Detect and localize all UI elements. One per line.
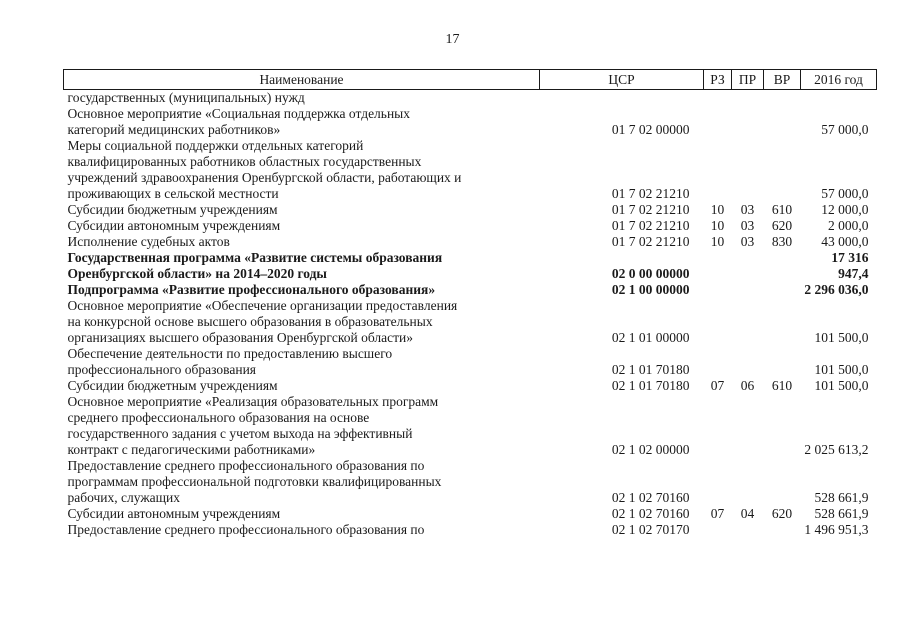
header-rz: РЗ <box>704 70 732 90</box>
row-vr <box>764 346 801 378</box>
row-amount: 2 025 613,2 <box>804 442 869 457</box>
table-row <box>64 346 877 378</box>
row-csr: 02 1 02 70160 <box>611 490 690 505</box>
row-csr <box>540 90 704 107</box>
row-rz: 07 <box>710 378 725 393</box>
row-vr: 620 <box>771 218 793 233</box>
row-pr <box>732 282 764 298</box>
row-csr: 01 7 02 21210 <box>611 234 690 249</box>
row-vr <box>764 90 801 107</box>
row-name: Субсидии автономным учреждениям <box>67 506 281 521</box>
row-amount: 12 000,0 <box>821 202 869 217</box>
row-vr <box>764 394 801 458</box>
row-amount: 528 661,9 <box>814 506 869 521</box>
header-csr: ЦСР <box>540 70 704 90</box>
table-row <box>64 234 877 250</box>
row-rz <box>704 138 732 202</box>
table-row <box>64 522 877 538</box>
table-row <box>64 458 877 506</box>
row-name: Исполнение судебных актов <box>67 234 230 249</box>
table-row <box>64 506 877 522</box>
row-amount: 57 000,0 <box>821 186 869 201</box>
table-header-row <box>64 70 877 90</box>
table-row <box>64 298 877 346</box>
header-pr: ПР <box>732 70 764 90</box>
row-rz: 07 <box>710 506 725 521</box>
row-rz <box>704 106 732 138</box>
row-amount: 101 500,0 <box>814 378 869 393</box>
row-name: Субсидии бюджетным учреждениям <box>67 202 278 217</box>
header-vr: ВР <box>764 70 801 90</box>
row-csr: 02 1 01 70180 <box>611 378 690 393</box>
row-amount: 528 661,9 <box>814 490 869 505</box>
table-row <box>64 394 877 458</box>
row-rz <box>704 250 732 282</box>
row-pr <box>732 106 764 138</box>
page-number: 17 <box>445 32 460 47</box>
row-rz: 10 <box>710 234 725 249</box>
table-row <box>64 90 877 107</box>
row-name: Основное мероприятие «Реализация образовательных программ среднего профессионального образования на основе государственного задания с учетом выхода на эффективный контракт с педагогическими работниками» <box>67 394 439 457</box>
row-name: государственных (муниципальных) нужд <box>67 90 305 105</box>
row-rz <box>704 298 732 346</box>
table-row <box>64 138 877 202</box>
row-name: Предоставление среднего профессионального образования по программам профессиональной подготовки квалифицированных рабочих, служащих <box>67 458 442 505</box>
row-pr <box>732 458 764 506</box>
row-vr <box>764 250 801 282</box>
header-name: Наименование <box>64 70 540 90</box>
row-rz: 10 <box>710 202 725 217</box>
row-csr: 02 1 02 00000 <box>611 442 690 457</box>
row-name: Предоставление среднего профессионального образования по <box>67 522 425 537</box>
row-rz <box>704 90 732 107</box>
row-amount: 101 500,0 <box>814 330 869 345</box>
row-amount: 43 000,0 <box>821 234 869 249</box>
row-csr: 01 7 02 21210 <box>611 218 690 233</box>
row-pr: 03 <box>740 234 755 249</box>
row-amount: 101 500,0 <box>814 362 869 377</box>
row-rz <box>704 394 732 458</box>
row-vr <box>764 298 801 346</box>
table-row <box>64 282 877 298</box>
row-rz <box>704 346 732 378</box>
row-amount: 1 496 951,3 <box>804 522 869 537</box>
row-pr <box>732 394 764 458</box>
row-csr: 01 7 02 00000 <box>611 122 690 137</box>
row-csr: 01 7 02 21210 <box>611 202 690 217</box>
row-pr: 04 <box>740 506 755 521</box>
row-amount: 2 296 036,0 <box>804 282 869 297</box>
row-name: Подпрограмма «Развитие профессионального образования» <box>67 282 436 297</box>
row-pr: 03 <box>740 202 755 217</box>
row-csr: 02 1 00 00000 <box>611 282 690 297</box>
row-pr <box>732 346 764 378</box>
row-csr: 02 1 02 70160 <box>611 506 690 521</box>
row-name: Меры социальной поддержки отдельных категорий квалифицированных работников областных государственных учреждений здравоохранения Оренбургской области, работающих и проживающих в сельской местности <box>67 138 462 201</box>
row-csr: 01 7 02 21210 <box>611 186 690 201</box>
row-csr: 02 0 00 00000 <box>611 266 690 281</box>
budget-table <box>63 69 877 538</box>
row-pr <box>732 522 764 538</box>
row-rz: 10 <box>710 218 725 233</box>
table-body <box>64 90 877 539</box>
row-pr: 03 <box>740 218 755 233</box>
row-amount <box>801 90 877 107</box>
row-amount: 2 000,0 <box>828 218 869 233</box>
table-row <box>64 250 877 282</box>
table-row <box>64 202 877 218</box>
row-rz <box>704 522 732 538</box>
row-pr <box>732 138 764 202</box>
row-name: Обеспечение деятельности по предоставлению высшего профессионального образования <box>67 346 393 377</box>
row-vr: 610 <box>771 202 793 217</box>
row-name: Субсидии бюджетным учреждениям <box>67 378 278 393</box>
row-vr <box>764 458 801 506</box>
row-vr <box>764 138 801 202</box>
row-vr <box>764 282 801 298</box>
row-pr <box>732 90 764 107</box>
header-year: 2016 год <box>801 70 877 90</box>
row-rz <box>704 458 732 506</box>
row-vr: 610 <box>771 378 793 393</box>
row-vr <box>764 522 801 538</box>
row-name: Основное мероприятие «Социальная поддержка отдельных категорий медицинских работников» <box>67 106 410 137</box>
row-vr: 620 <box>771 506 793 521</box>
row-csr: 02 1 01 00000 <box>611 330 690 345</box>
row-rz <box>704 282 732 298</box>
table-row <box>64 218 877 234</box>
row-name: Государственная программа «Развитие системы образования Оренбургской области» на 2014–2020 годы <box>67 250 443 281</box>
row-csr: 02 1 02 70170 <box>611 522 690 537</box>
row-pr <box>732 250 764 282</box>
row-name: Субсидии автономным учреждениям <box>67 218 281 233</box>
row-amount: 17 316 947,4 <box>831 250 869 281</box>
row-name: Основное мероприятие «Обеспечение организации предоставления на конкурсной основе высшего образования в образовательных организациях высшего образования Оренбургской области» <box>67 298 458 345</box>
row-pr: 06 <box>740 378 755 393</box>
row-csr: 02 1 01 70180 <box>611 362 690 377</box>
row-pr <box>732 298 764 346</box>
row-amount: 57 000,0 <box>821 122 869 137</box>
row-vr: 830 <box>771 234 793 249</box>
table-row <box>64 378 877 394</box>
row-vr <box>764 106 801 138</box>
table-row <box>64 106 877 138</box>
